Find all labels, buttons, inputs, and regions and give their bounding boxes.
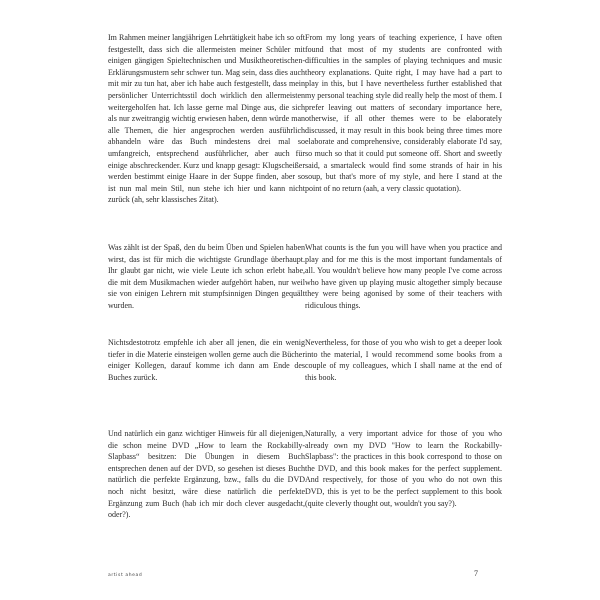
english-paragraph-recommendation: Nevertheless, for those of you who wish to get a deeper look into the material, I would recommend some books from a couple of my colleagues, which I shall name at the end of this book. — [305, 338, 502, 382]
german-paragraph-intro: Im Rahmen meiner langjährigen Lehrtätigkeit habe ich so oft festgestellt, dass sich die allermeisten meiner Schüler mit einigen gängigen Spieltechnischen und Musiktheoretischen-Erklärungsmustern sehr schwer tun. Mag sein, dass dies auch mit mir zu tun hat, aber ich habe auch festgestellt, dass mein persönlicher Unterrichtsstil doch wirklich den allermeisten weitergeholfen hat. Ich lasse gerne mal Dinge aus, die sich als nur zweitrangig wichtig erwiesen haben, denn würde man alle Themen, die hier angesprochen werden ausführlich abhandeln wäre das Buch mindestens drei mal so umfangreich, entsprechend ausführlicher, aber auch für einige abschreckender. Kurz und knapp gesagt: Klugscheißer werden bestimmt einige Haare in der Suppe finden, aber so ist nun mal mein Stil, nun stehe ich hier und kann nicht zurück (ah, sehr klassisches Zitat). — [108, 33, 305, 205]
english-paragraph-fun: What counts is the fun you will have when you practice and play and for me this is the most important fundamentals of all. You wouldn't believe how many people I've come across who have given up playing music altogether simply because they were being agonised by some of their teachers with ridiculous things. — [305, 243, 502, 310]
german-paragraph-dvd: Und natürlich ein ganz wichtiger Hinweis für all diejenigen, die schon meine DVD „How to learn the Rockabilly-Slapbass“ besitzen: Die Übungen in diesem Buch entsprechen denen auf der DVD, so gesehen ist dieses Buch natürlich die perfekte Ergänzung, bzw., falls du die DVD noch nicht besitzt, wäre diese natürlich die perfekte Ergänzung zum Buch (hab ich mir doch clever ausgedacht, oder?). — [108, 429, 305, 520]
english-paragraph-dvd: Naturally, a very important advice for those of you who already own my DVD "How to learn the Rockabilly-Slapbass": the practices in this book correspond to those on the DVD, and this book makes for the perfect supplement. And respectively, for those of you who do not own this DVD, this is yet to be the perfect supplement to this book (quite cleverly thought out, wouldn't you say?). — [305, 429, 502, 508]
german-paragraph-recommendation: Nichtsdestotrotz empfehle ich aber all jenen, die ein wenig tiefer in die Materie einsteigen wollen gerne auch die Bücher einiger Kollegen, darauf komme ich dann am Ende des Buches zurück. — [108, 338, 305, 382]
page-number: 7 — [474, 569, 478, 578]
german-paragraph-fun: Was zählt ist der Spaß, den du beim Üben und Spielen haben wirst, das ist für mich die wichtigste Grundlage überhaupt. Ihr glaubt gar nicht, wie viele Leute ich schon erlebt habe, die mit dem Musikmachen wieder aufgehört haben, nur weil sie von einigen Lehrern mit stumpfsinnigen Dingen gequält wurden. — [108, 243, 305, 310]
publisher-logo: artist ahead — [108, 573, 143, 578]
english-paragraph-intro: From my long years of teaching experience, I have often found that most of my students are confronted with difficulties in the samples of playing techniques and music theory explanations. Quite right, I may have had a part to play in this, but I have nevertheless further established that my personal teaching style did really help the most of them. I prefer leaving out matters of secondary importance here, otherwise, if all other themes were to be elaborately discussed, it may result in this book being three times more elaborate and comprehensive, considerably elaborate I'd say, so much so that it could put someone off. Short and sweetly said, a smartaleck would find some strands of hair in his soup, but that's more of my style, and here I stand at the point of no return (aah, a very classic quotation). — [305, 33, 502, 193]
